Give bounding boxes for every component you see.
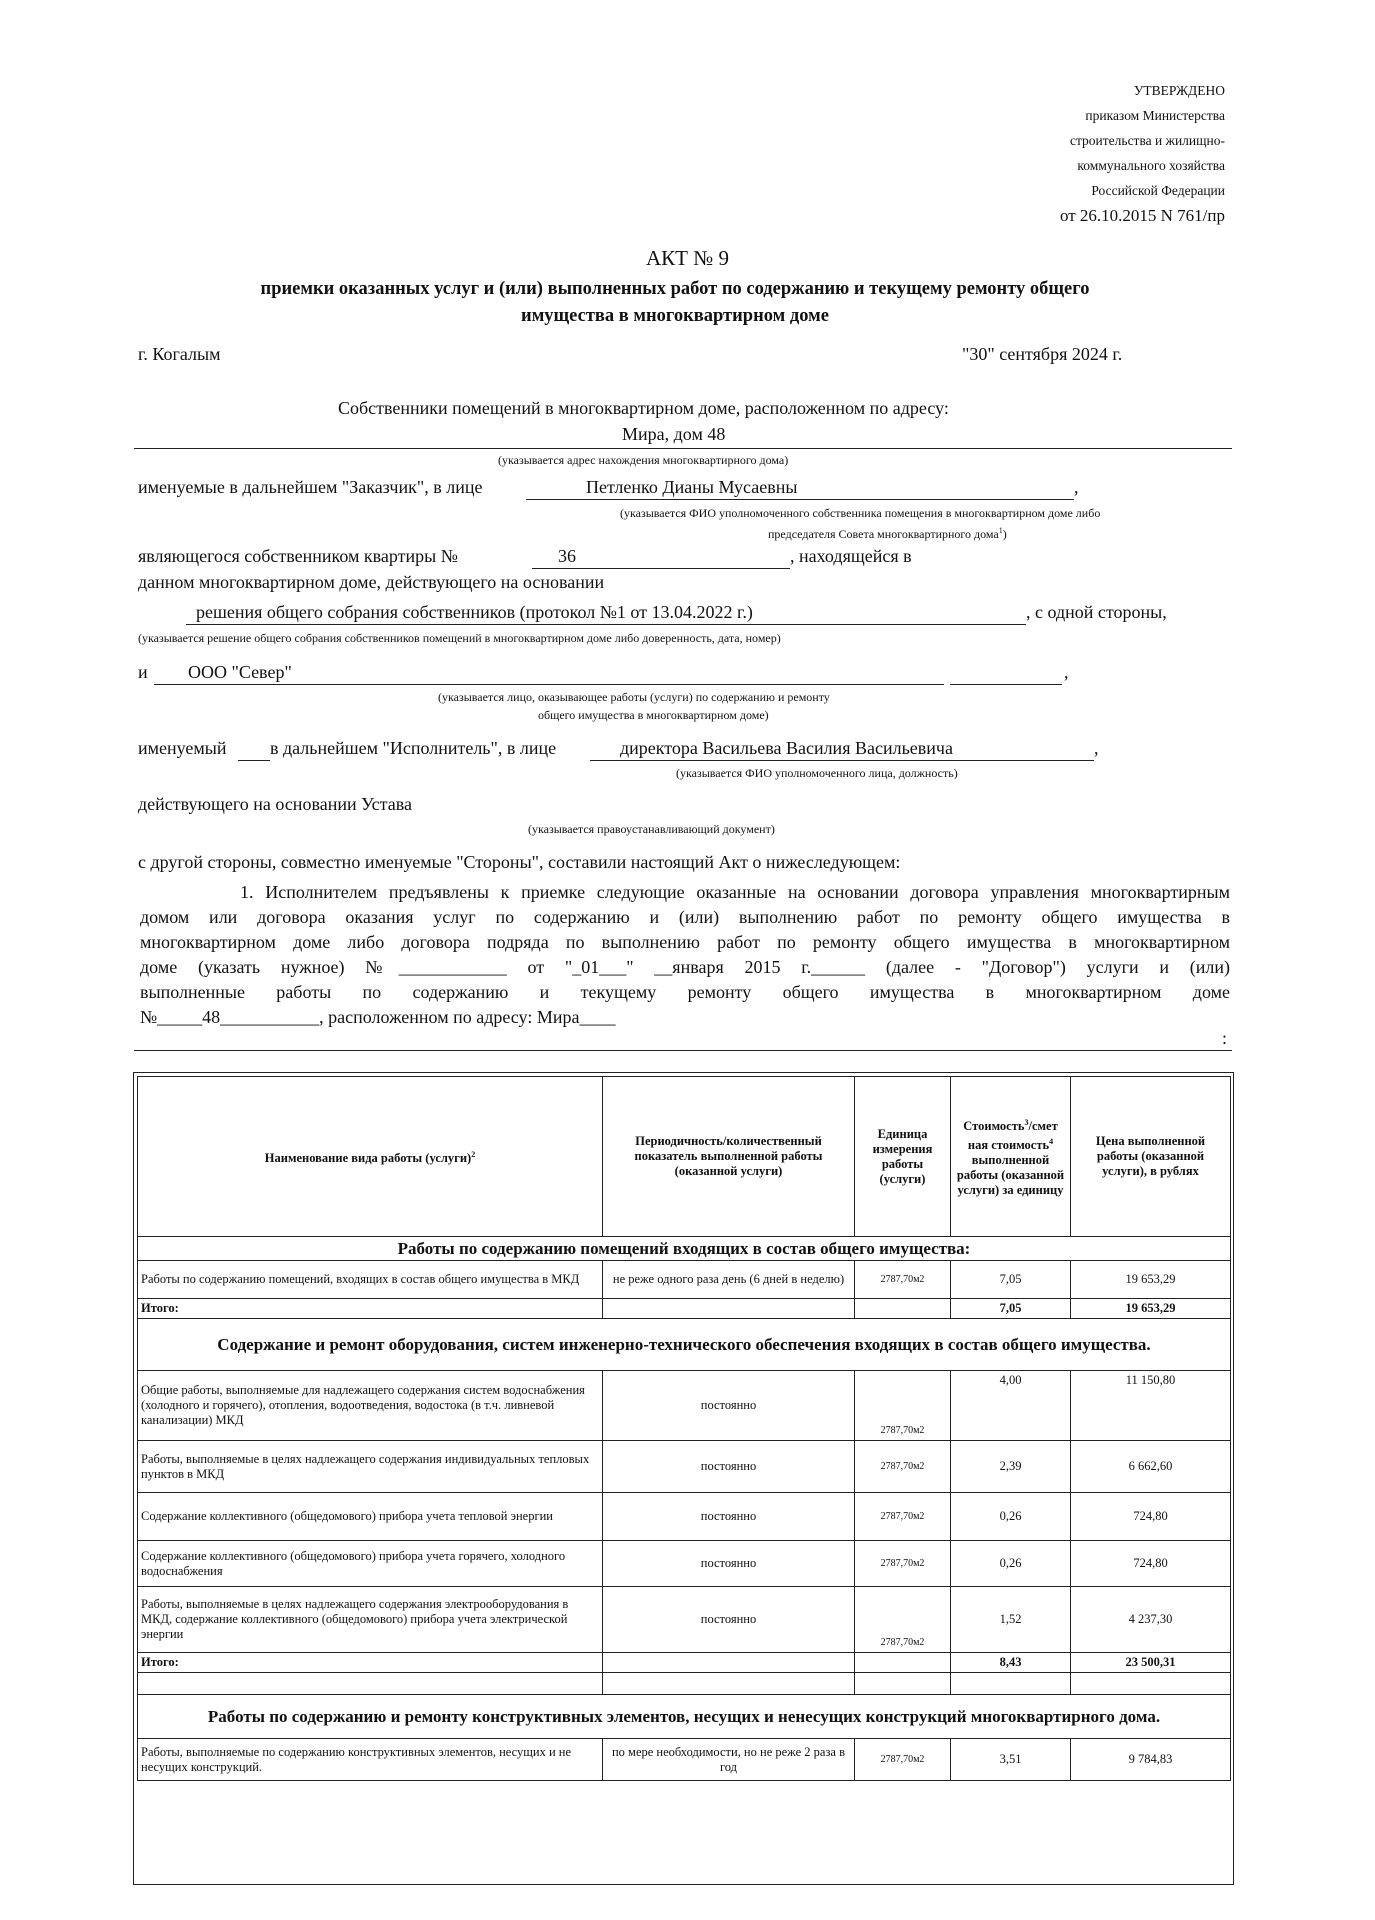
empty-cell — [138, 1673, 603, 1695]
owners-text: Собственники помещений в многоквартирном доме, расположенном по адресу: — [338, 398, 949, 418]
total-label: Итого: — [138, 1653, 603, 1673]
work-unit: 2787,70м2 — [855, 1441, 951, 1493]
works-table — [137, 1076, 1231, 1781]
work-cost: 1,52 — [951, 1587, 1071, 1653]
approval-stamp-block — [1060, 78, 1225, 228]
total-row — [138, 1299, 1231, 1319]
section-title: Содержание и ремонт оборудования, систем инженерно-технического обеспечения входящих в состав общего имущества. — [138, 1319, 1231, 1371]
table-row — [138, 1493, 1231, 1541]
other-side-text: с другой стороны, совместно именуемые "Стороны", составили настоящий Акт о нижеследующем: — [138, 852, 901, 872]
act-subtitle-line: приемки оказанных услуг и (или) выполненных работ по содержанию и текущему ремонту общего — [260, 279, 1090, 299]
basis-underline — [186, 624, 1026, 625]
hint-exec: (указывается ФИО уполномоченного лица, должность) — [676, 766, 958, 780]
work-price: 4 237,30 — [1071, 1587, 1231, 1653]
paragraph-1 — [140, 880, 1230, 1030]
table-header-row — [138, 1077, 1231, 1237]
hint-customer-2-text: председателя Совета многоквартирного дома — [768, 527, 999, 541]
table-row — [138, 1371, 1231, 1441]
customer-underline — [526, 499, 1074, 500]
owner-line2: данном многоквартирном доме, действующего на основании — [138, 572, 605, 592]
table-row — [138, 1739, 1231, 1781]
section-title: Работы по содержанию помещений входящих в состав общего имущества: — [138, 1237, 1231, 1261]
executor-name: директора Васильева Василия Васильевича — [620, 738, 953, 758]
work-period: постоянно — [603, 1371, 855, 1441]
apartment-number: 36 — [558, 546, 576, 566]
empty-cell — [951, 1673, 1071, 1695]
act-date: "30" сентября 2024 г. — [962, 344, 1123, 364]
approval-line: коммунального хозяйства — [1077, 158, 1225, 173]
empty-cell — [603, 1653, 855, 1673]
address-underline — [134, 448, 1232, 449]
header-cost-b: /смет ная стоимость — [967, 1119, 1058, 1153]
header-name — [138, 1077, 603, 1237]
work-cost: 7,05 — [951, 1261, 1071, 1299]
paragraph-line: многоквартирном доме либо договора подряда по выполнению работ по ремонту общего имущества в многоквартирном — [140, 932, 1230, 952]
hint-contractor-2: общего имущества в многоквартирном доме) — [538, 708, 769, 722]
empty-cell — [855, 1673, 951, 1695]
header-price: Цена выполненной работы (оказанной услуги), в рублях — [1071, 1077, 1231, 1237]
comma: , — [1074, 477, 1079, 497]
exec-underline-2 — [590, 760, 1094, 761]
work-period: по мере необходимости, но не реже 2 раза в год — [603, 1739, 855, 1781]
empty-row — [138, 1673, 1231, 1695]
table-row — [138, 1587, 1231, 1653]
city: г. Когалым — [138, 344, 221, 364]
header-name-text: Наименование вида работы (услуги) — [264, 1151, 472, 1166]
paragraph-line: выполненные работы по содержанию и текущему ремонту общего имущества в многоквартирном доме — [140, 982, 1230, 1002]
work-unit: 2787,70м2 — [855, 1739, 951, 1781]
work-unit: 2787,70м2 — [855, 1541, 951, 1587]
approval-line: строительства и жилищно- — [1070, 133, 1225, 148]
total-cost: 8,43 — [951, 1653, 1071, 1673]
work-period: постоянно — [603, 1541, 855, 1587]
work-name: Общие работы, выполняемые для надлежащего содержания систем водоснабжения (холодного и горячего), отопления, водоотведения, водостока (в т.ч. ливневой канализации) МКД — [138, 1371, 603, 1441]
act-title: АКТ № 9 — [645, 246, 730, 270]
hint-basis: (указывается решение общего собрания собственников помещений в многоквартирном доме либо доверенность, дата, номер) — [138, 631, 781, 645]
work-unit: 2787,70м2 — [855, 1371, 951, 1441]
work-cost: 3,51 — [951, 1739, 1071, 1781]
empty-cell — [855, 1653, 951, 1673]
work-name: Работы, выполняемые по содержанию конструктивных элементов, несущих и не несущих конструкций. — [138, 1739, 603, 1781]
paragraph-line: 1. Исполнителем предъявлены к приемке следующие оказанные на основании договора управления многоквартирным — [240, 882, 1230, 902]
section-row — [138, 1695, 1231, 1739]
exec-mid: в дальнейшем "Исполнитель", в лице — [270, 738, 557, 758]
work-price: 6 662,60 — [1071, 1441, 1231, 1493]
hint-acting: (указывается правоустанавливающий документ) — [528, 822, 775, 836]
section-title: Работы по содержанию и ремонту конструктивных элементов, несущих и ненесущих конструкций многоквартирного дома. — [138, 1695, 1231, 1739]
approval-line: Российской Федерации — [1091, 183, 1225, 198]
paragraph-line: №_____48___________, расположенном по адресу: Мира____ — [140, 1007, 616, 1027]
table-row — [138, 1541, 1231, 1587]
footnote-2: 2 — [471, 1149, 476, 1159]
hint-customer-2: председателя Совета многоквартирного дома$^1$) — [768, 526, 1007, 541]
and-word: и — [138, 662, 148, 682]
work-cost: 4,00 — [951, 1371, 1071, 1441]
comma: , — [1094, 738, 1099, 758]
exec-underline-1 — [238, 760, 270, 761]
work-price: 9 784,83 — [1071, 1739, 1231, 1781]
work-period: постоянно — [603, 1493, 855, 1541]
owner-suffix: , находящейся в — [790, 546, 912, 566]
work-price: 11 150,80 — [1071, 1371, 1231, 1441]
approval-order-number: от 26.10.2015 N 761/пр — [1059, 206, 1225, 225]
owner-prefix: являющегося собственником квартиры № — [138, 546, 458, 566]
empty-cell — [855, 1299, 951, 1319]
paragraph-line: доме (указать нужное) №____________ от "_01___" __января 2015 г.______ (далее - "Договор") услуги и (или) — [140, 957, 1230, 977]
hint-contractor: (указывается лицо, оказывающее работы (услуги) по содержанию и ремонту — [438, 690, 830, 704]
contractor-underline — [154, 684, 944, 685]
contractor-name: ООО "Север" — [188, 662, 292, 682]
house-address: Мира, дом 48 — [622, 424, 726, 444]
work-unit: 2787,70м2 — [855, 1493, 951, 1541]
work-period: постоянно — [603, 1587, 855, 1653]
work-price: 724,80 — [1071, 1541, 1231, 1587]
empty-cell — [1071, 1673, 1231, 1695]
act-subtitle — [160, 276, 1190, 330]
work-period: не реже одного раза день (6 дней в неделю) — [603, 1261, 855, 1299]
work-cost: 0,26 — [951, 1493, 1071, 1541]
work-price: 19 653,29 — [1071, 1261, 1231, 1299]
work-name: Работы, выполняемые в целях надлежащего содержания электрооборудования в МКД, содержание коллективного (общедомового) прибора учета электрической энергии — [138, 1587, 603, 1653]
header-unit: Единица измерения работы (услуги) — [855, 1077, 951, 1237]
work-cost: 2,39 — [951, 1441, 1071, 1493]
header-period: Периодичность/количественный показатель выполненной работы (оказанной услуги) — [603, 1077, 855, 1237]
work-name: Работы, выполняемые в целях надлежащего содержания индивидуальных тепловых пунктов в МКД — [138, 1441, 603, 1493]
work-unit: 2787,70м2 — [855, 1587, 951, 1653]
header-cost-a: Стоимость — [963, 1119, 1025, 1133]
address-end-underline — [134, 1050, 1232, 1051]
empty-cell — [603, 1673, 855, 1695]
footnote-4: 4 — [1049, 1137, 1054, 1146]
acting-basis: действующего на основании Устава — [138, 794, 412, 814]
work-period: постоянно — [603, 1441, 855, 1493]
exec-prefix: именуемый — [138, 738, 227, 758]
work-name: Содержание коллективного (общедомового) прибора учета горячего, холодного водоснабжения — [138, 1541, 603, 1587]
one-side: , с одной стороны, — [1026, 602, 1167, 622]
empty-cell — [603, 1299, 855, 1319]
header-cost-c: выполненной работы (оказанной услуги) за единицу — [956, 1153, 1065, 1198]
total-row — [138, 1653, 1231, 1673]
footnote-3: 3 — [1024, 1117, 1029, 1127]
comma: , — [1064, 662, 1069, 682]
work-price: 724,80 — [1071, 1493, 1231, 1541]
colon: : — [1222, 1028, 1228, 1048]
approval-line: приказом Министерства — [1085, 108, 1225, 123]
work-unit: 2787,70м2 — [855, 1261, 951, 1299]
customer-name: Петленко Дианы Мусаевны — [586, 477, 798, 497]
total-label: Итого: — [138, 1299, 603, 1319]
total-cost: 7,05 — [951, 1299, 1071, 1319]
basis-text: решения общего собрания собственников (протокол №1 от 13.04.2022 г.) — [196, 602, 753, 622]
work-cost: 0,26 — [951, 1541, 1071, 1587]
paragraph-line: домом или договора оказания услуг по содержанию и (или) выполнению работ по ремонту общего имущества в — [140, 907, 1230, 927]
total-price: 23 500,31 — [1071, 1653, 1231, 1673]
header-cost — [951, 1077, 1071, 1237]
work-name: Содержание коллективного (общедомового) прибора учета тепловой энергии — [138, 1493, 603, 1541]
table-row — [138, 1261, 1231, 1299]
customer-prefix: именуемые в дальнейшем "Заказчик", в лице — [138, 477, 483, 497]
work-name: Работы по содержанию помещений, входящих в состав общего имущества в МКД — [138, 1261, 603, 1299]
approval-line: УТВЕРЖДЕНО — [1133, 83, 1225, 98]
section-row — [138, 1319, 1231, 1371]
hint-address: (указывается адрес нахождения многоквартирного дома) — [498, 453, 789, 467]
contractor-underline-2 — [950, 684, 1062, 685]
hint-customer: (указывается ФИО уполномоченного собственника помещения в многоквартирном доме либо — [620, 506, 1101, 520]
section-row — [138, 1237, 1231, 1261]
total-price: 19 653,29 — [1071, 1299, 1231, 1319]
apt-underline — [532, 568, 790, 569]
act-subtitle-line: имущества в многоквартирном доме — [521, 306, 829, 326]
table-row — [138, 1441, 1231, 1493]
footnote-1: 1 — [998, 526, 1003, 535]
